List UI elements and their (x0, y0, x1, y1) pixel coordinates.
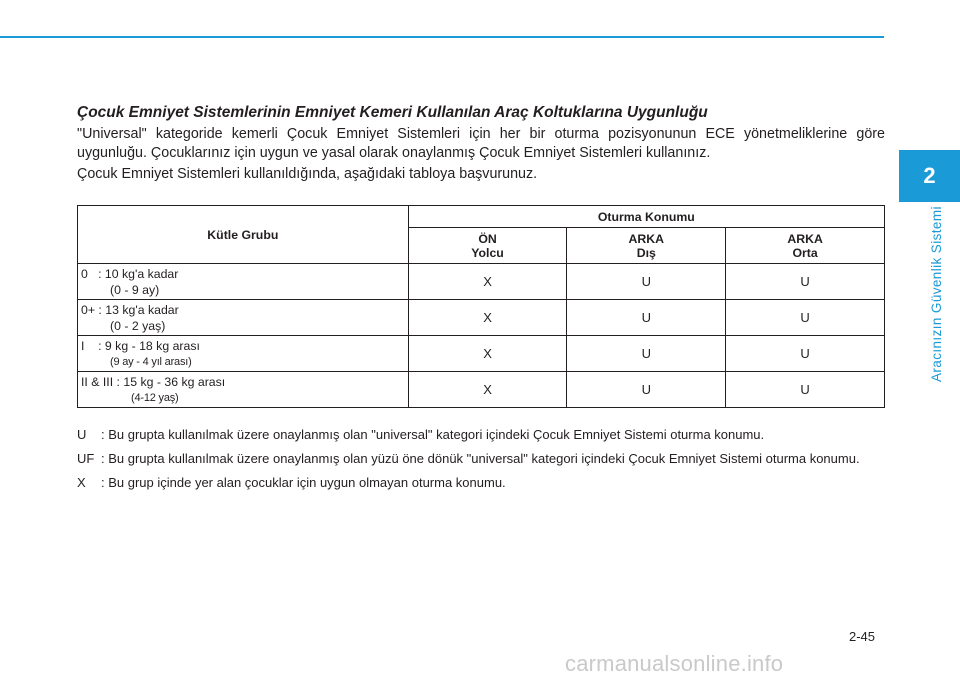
mass-group-cell: I : 9 kg - 18 kg arası (9 ay - 4 yıl arası) (78, 336, 409, 372)
compatibility-table (77, 205, 885, 408)
page-number: 2-45 (849, 629, 876, 644)
seating-position-header: Oturma Konumu (408, 206, 884, 228)
instruction-paragraph: Çocuk Emniyet Sistemleri kullanıldığında, aşağıdaki tabloya başvurunuz. (77, 166, 538, 182)
legend (77, 426, 885, 498)
value-cell: U (726, 372, 885, 408)
legend-item (77, 426, 885, 443)
legend-text: : Bu grupta kullanılmak üzere onaylanmış olan yüzü öne dönük "universal" kategori içindeki Çocuk Emniyet Sistemi oturma konumu. (101, 451, 860, 466)
value-cell: U (726, 300, 885, 336)
column-header-front-passenger: ÖN Yolcu (408, 228, 567, 264)
value-cell: X (408, 300, 567, 336)
value-cell: U (567, 372, 726, 408)
legend-item (77, 450, 885, 467)
value-cell: X (408, 336, 567, 372)
chapter-number: 2 (923, 163, 936, 188)
mass-group-cell: II & III : 15 kg - 36 kg arası (4-12 yaş) (78, 372, 409, 408)
table-row (78, 372, 885, 408)
value-cell: U (567, 336, 726, 372)
value-cell: U (567, 300, 726, 336)
table-row (78, 300, 885, 336)
mass-group-cell: 0+ : 13 kg'a kadar (0 - 2 yaş) (78, 300, 409, 336)
mass-group-header: Kütle Grubu (78, 206, 409, 264)
column-header-rear-center: ARKA Orta (726, 228, 885, 264)
value-cell: X (408, 264, 567, 300)
value-cell: U (567, 264, 726, 300)
legend-key: X (77, 475, 86, 490)
legend-text: : Bu grup içinde yer alan çocuklar için uygun olmayan oturma konumu. (101, 475, 506, 490)
legend-item (77, 474, 885, 491)
value-cell: U (726, 336, 885, 372)
legend-key: UF (77, 451, 95, 466)
table-row (78, 264, 885, 300)
column-header-rear-outboard: ARKA Dış (567, 228, 726, 264)
chapter-tab (899, 150, 960, 202)
intro-paragraph: "Universal" kategoride kemerli Çocuk Emniyet Sistemleri için her bir oturma pozisyonunun ECE yönetmeliklerine göre uygunluğu. Çocuklarınız için uygun ve yasal olarak onaylanmış Çocuk Emniyet Sistemleri kullanınız. (77, 126, 885, 161)
section-heading: Çocuk Emniyet Sistemlerinin Emniyet Kemeri Kullanılan Araç Koltuklarına Uygunluğu (77, 104, 708, 121)
table-row (78, 336, 885, 372)
legend-key: U (77, 427, 87, 442)
top-rule (0, 36, 884, 38)
mass-group-cell: 0 : 10 kg'a kadar (0 - 9 ay) (78, 264, 409, 300)
legend-text: : Bu grupta kullanılmak üzere onaylanmış olan "universal" kategori içindeki Çocuk Emniyet Sistemi oturma konumu. (101, 427, 765, 442)
watermark: carmanualsonline.info (565, 651, 784, 676)
value-cell: X (408, 372, 567, 408)
chapter-title: Aracınızın Güvenlik Sistemi (929, 206, 944, 382)
value-cell: U (726, 264, 885, 300)
